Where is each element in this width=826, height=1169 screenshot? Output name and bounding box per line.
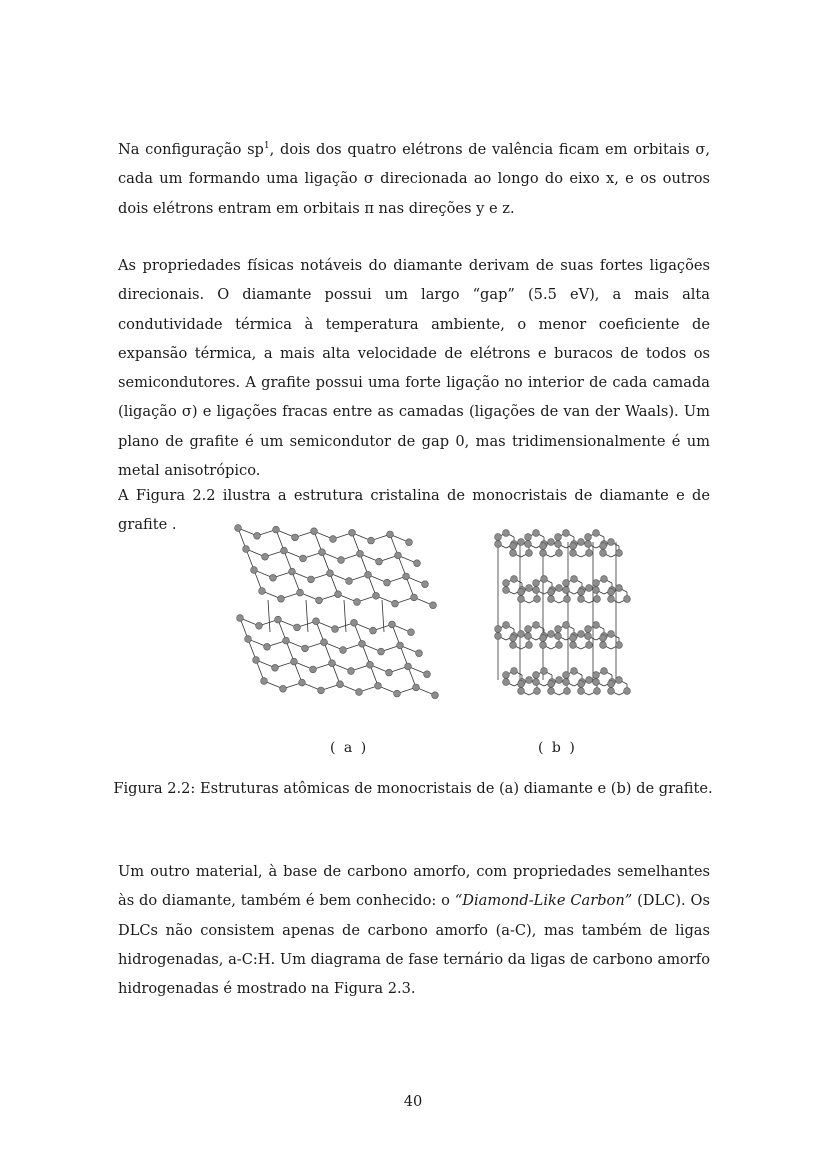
diamond-atom [313, 618, 320, 625]
graphite-atom [503, 622, 510, 629]
diamond-atom [262, 553, 269, 560]
diamond-atom [281, 547, 288, 554]
graphite-atom [510, 543, 517, 550]
diamond-atom [253, 657, 260, 664]
graphite-atom [585, 534, 592, 541]
graphite-atom [555, 626, 562, 633]
graphite-atom [495, 626, 502, 633]
diamond-atom [261, 678, 268, 685]
diamond-atom [406, 539, 413, 546]
crystal-structure-figure [228, 520, 648, 715]
graphite-atom [533, 672, 540, 679]
graphite-atom [511, 668, 518, 675]
diamond-atom [330, 536, 337, 543]
diamond-atom [235, 525, 242, 532]
diamond-atom [367, 661, 374, 668]
graphite-atom [510, 635, 517, 642]
diamond-atom [337, 681, 344, 688]
graphite-atom [548, 688, 555, 695]
diamond-atom [327, 570, 334, 577]
graphite-atom [556, 550, 563, 557]
graphite-atom [586, 585, 593, 592]
graphite-atom [585, 626, 592, 633]
diamond-atom [318, 687, 325, 694]
graphite-atom [578, 681, 585, 688]
graphite-atom [586, 550, 593, 557]
diamond-atom [321, 639, 328, 646]
graphite-atom [585, 541, 592, 548]
graphite-atom [586, 677, 593, 684]
diamond-atom [264, 643, 271, 650]
graphite-atom [533, 622, 540, 629]
graphite-atom [608, 688, 615, 695]
diamond-atom [245, 636, 252, 643]
graphite-atom [570, 635, 577, 642]
diamond-atom [432, 692, 439, 699]
graphite-atom [510, 642, 517, 649]
crystal-structure-drawing [228, 520, 648, 715]
diamond-atom [275, 616, 282, 623]
figure-label-a: ( a ) [330, 740, 369, 756]
graphite-atom [556, 585, 563, 592]
diamond-atom [335, 591, 342, 598]
graphite-atom [624, 688, 631, 695]
graphite-atom [571, 576, 578, 583]
graphite-atom [518, 596, 525, 603]
graphite-atom [564, 596, 571, 603]
graphite-atom [555, 541, 562, 548]
diamond-atom [319, 549, 326, 556]
diamond-atom [237, 615, 244, 622]
graphite-atom [548, 681, 555, 688]
diamond-atom [357, 550, 364, 557]
diamond-atom [299, 679, 306, 686]
graphite-atom [533, 587, 540, 594]
graphite-atom [525, 541, 532, 548]
diamond-atom [411, 594, 418, 601]
diamond-atom [356, 689, 363, 696]
diamond-atom [329, 660, 336, 667]
diamond-atom [289, 568, 296, 575]
diamond-atom [408, 629, 415, 636]
graphite-atom [495, 633, 502, 640]
diamond-atom [392, 600, 399, 607]
graphite-atom [624, 596, 631, 603]
diamond-atom [375, 682, 382, 689]
diamond-atom [311, 528, 318, 535]
graphite-atom [564, 688, 571, 695]
graphite-atom [540, 543, 547, 550]
figure-caption: Figura 2.2: Estruturas atômicas de monocristais de (a) diamante e (b) de grafite. [113, 780, 713, 797]
diamond-atom [272, 664, 279, 671]
graphite-atom [525, 633, 532, 640]
diamond-atom [278, 595, 285, 602]
graphite-atom [563, 679, 570, 686]
graphite-atom [503, 530, 510, 537]
graphite-atom [526, 642, 533, 649]
graphite-atom [541, 668, 548, 675]
graphite-atom [586, 642, 593, 649]
diamond-atom [386, 669, 393, 676]
graphite-atom [563, 587, 570, 594]
diamond-atom [378, 648, 385, 655]
graphite-atom [616, 585, 623, 592]
diamond-atom [270, 574, 277, 581]
graphite-atom [593, 672, 600, 679]
graphite-atom [548, 589, 555, 596]
graphite-atom [578, 539, 585, 546]
graphite-atom [593, 622, 600, 629]
diamond-atom [416, 650, 423, 657]
graphite-atom [616, 677, 623, 684]
graphite-atom [541, 576, 548, 583]
diamond-atom [251, 567, 258, 574]
graphite-atom [578, 631, 585, 638]
paragraph-dlc [118, 857, 710, 1003]
graphite-atom [548, 631, 555, 638]
diamond-interslab-bond [306, 600, 308, 632]
diamond-atom [384, 579, 391, 586]
graphite-atom [548, 596, 555, 603]
graphite-atom [503, 580, 510, 587]
graphite-atom [600, 642, 607, 649]
diamond-atom [259, 588, 266, 595]
graphite-atom [616, 550, 623, 557]
graphite-atom [555, 534, 562, 541]
graphite-atom [533, 580, 540, 587]
p4-text-end: (DLC). Os DLCs não consistem apenas de carbono amorfo (a-C), mas também de ligas hidrogenadas, a-C:H. Um diagrama de fase ternário da ligas de carbono amorfo hidrogenadas é mostrado na Figura 2.3. [118, 892, 710, 998]
graphite-atom [540, 642, 547, 649]
graphite-atom [533, 530, 540, 537]
diamond-atom [280, 685, 287, 692]
graphite-atom [570, 543, 577, 550]
graphite-atom [600, 635, 607, 642]
graphite-atom [608, 681, 615, 688]
graphite-atom [503, 679, 510, 686]
diamond-atom [394, 690, 401, 697]
graphite-atom [548, 539, 555, 546]
diamond-atom [349, 529, 356, 536]
diamond-atom [243, 546, 250, 553]
page-number: 40 [403, 1093, 423, 1110]
diamond-atom [338, 557, 345, 564]
graphite-atom [563, 672, 570, 679]
diamond-atom [389, 621, 396, 628]
diamond-atom [283, 637, 290, 644]
graphite-atom [578, 596, 585, 603]
diamond-atom [376, 558, 383, 565]
graphite-atom [616, 642, 623, 649]
graphite-atom [518, 589, 525, 596]
diamond-atom [332, 626, 339, 633]
diamond-atom [414, 560, 421, 567]
graphite-atom [495, 541, 502, 548]
graphite-atom [563, 530, 570, 537]
diamond-atom [340, 647, 347, 654]
graphite-atom [608, 539, 615, 546]
diamond-atom [294, 624, 301, 631]
diamond-atom [387, 531, 394, 538]
graphite-atom [601, 668, 608, 675]
graphite-atom [510, 550, 517, 557]
diamond-atom [308, 576, 315, 583]
diamond-atom [351, 619, 358, 626]
diamond-atom [354, 599, 361, 606]
graphite-atom [526, 677, 533, 684]
diamond-atom [346, 578, 353, 585]
diamond-atom [300, 555, 307, 562]
graphite-atom [540, 635, 547, 642]
diamond-atom [348, 668, 355, 675]
diamond-atom [397, 642, 404, 649]
graphite-atom [563, 580, 570, 587]
diamond-atom [405, 663, 412, 670]
paragraph-figure-intro: A Figura 2.2 ilustra a estrutura cristalina de monocristais de diamante e de grafite . [118, 487, 710, 534]
graphite-atom [503, 672, 510, 679]
graphite-atom [563, 622, 570, 629]
graphite-atom [518, 688, 525, 695]
diamond-atom [430, 602, 437, 609]
p1-text-end: , dois dos quatro elétrons de valência ficam em orbitais σ, cada um formando uma ligação σ direcionada ao longo do eixo x, e os outros dois elétrons entram em orbitais π nas direções y e z. [118, 141, 711, 217]
diamond-atom [297, 589, 304, 596]
graphite-atom [540, 550, 547, 557]
diamond-atom [403, 573, 410, 580]
paragraph-sp1-configuration [118, 135, 710, 223]
diamond-atom [413, 684, 420, 691]
diamond-atom [368, 537, 375, 544]
graphite-atom [600, 550, 607, 557]
diamond-atom [373, 592, 380, 599]
p1-text-start: Na configuração sp [118, 141, 264, 158]
p4-italic-term: “Diamond-Like Carbon” [454, 892, 633, 910]
p1-superscript: 1 [263, 141, 270, 152]
graphite-atom [503, 587, 510, 594]
graphite-atom [578, 589, 585, 596]
diamond-atom [273, 526, 280, 533]
graphite-atom [570, 550, 577, 557]
graphite-atom [578, 688, 585, 695]
graphite-atom [526, 550, 533, 557]
graphite-atom [518, 681, 525, 688]
diamond-interslab-bond [344, 600, 346, 632]
diamond-atom [254, 532, 261, 539]
graphite-atom [518, 631, 525, 638]
graphite-atom [593, 587, 600, 594]
graphite-atom [600, 543, 607, 550]
diamond-atom [424, 671, 431, 678]
graphite-atom [571, 668, 578, 675]
graphite-atom [525, 626, 532, 633]
graphite-atom [585, 633, 592, 640]
graphite-atom [534, 688, 541, 695]
diamond-atom [370, 627, 377, 634]
diamond-interslab-bond [268, 600, 270, 632]
diamond-atom [395, 552, 402, 559]
diamond-atom [291, 658, 298, 665]
diamond-atom [302, 645, 309, 652]
graphite-atom [556, 677, 563, 684]
graphite-atom [526, 585, 533, 592]
graphite-atom [525, 534, 532, 541]
graphite-atom [533, 679, 540, 686]
p4-text-start: Um outro material, à base de carbono amorfo, com propriedades semelhantes às do diamante, também é bem conhecido: o [118, 863, 710, 910]
graphite-atom [608, 589, 615, 596]
graphite-atom [556, 642, 563, 649]
diamond-atom [292, 534, 299, 541]
graphite-atom [555, 633, 562, 640]
graphite-atom [593, 580, 600, 587]
diamond-atom [422, 581, 429, 588]
figure-label-b: ( b ) [538, 740, 577, 756]
graphite-atom [593, 679, 600, 686]
graphite-atom [518, 539, 525, 546]
diamond-atom [365, 571, 372, 578]
paragraph-diamond-properties: As propriedades físicas notáveis do diamante derivam de suas fortes ligações direcionais. O diamante possui um largo “gap” (5.5 eV), a mais alta condutividade térmica à temperatura ambiente, o menor coeficiente de expansão térmica, a mais alta velocidade de elétrons e buracos de todos os semicondutores. A grafite possui uma forte ligação no interior de cada camada (ligação σ) e ligações fracas entre as camadas (ligações de van der Waals). Um plano de grafite é um semicondutor de gap 0, mas tridimensionalmente é um metal anisotrópico. [118, 257, 710, 480]
diamond-atom [310, 666, 317, 673]
graphite-atom [608, 596, 615, 603]
diamond-atom [359, 640, 366, 647]
graphite-atom [608, 631, 615, 638]
diamond-atom [316, 597, 323, 604]
graphite-atom [601, 576, 608, 583]
diamond-atom [256, 622, 263, 629]
graphite-atom [511, 576, 518, 583]
graphite-atom [495, 534, 502, 541]
graphite-atom [594, 688, 601, 695]
graphite-atom [594, 596, 601, 603]
graphite-atom [570, 642, 577, 649]
graphite-atom [534, 596, 541, 603]
graphite-atom [593, 530, 600, 537]
